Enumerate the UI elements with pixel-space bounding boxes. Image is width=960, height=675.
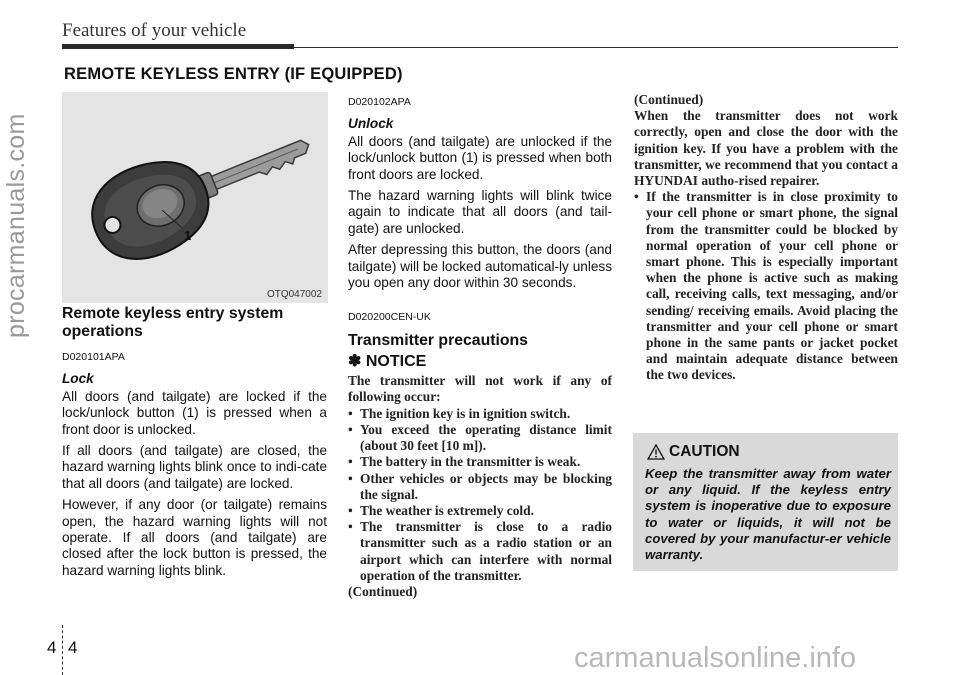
middle-column <box>348 94 612 600</box>
list-item: • The ignition key is in ignition switch. <box>348 406 612 422</box>
caution-box <box>633 433 898 571</box>
right-column <box>634 92 898 384</box>
caution-text: Keep the transmitter away from water or any liquid. If the keyless entry system is inoperative due to exposure to water or liquids, it will not be covered by your manufactur-er vehicle warranty. <box>645 466 891 563</box>
paragraph: The hazard warning lights will blink twice again to indicate that all doors (and tail-gate) are unlocked. <box>348 188 612 236</box>
figure-code: OTQ047002 <box>266 289 322 300</box>
heading-transmitter-precautions: Transmitter precautions <box>348 331 528 349</box>
list-item: • The battery in the transmitter is weak. <box>348 454 612 470</box>
notice-block <box>348 373 612 600</box>
list-item: • The weather is extremely cold. <box>348 503 612 519</box>
section-code: D020101APA <box>62 351 125 363</box>
heading-rke-operations: Remote keyless entry system operations <box>62 305 284 340</box>
continued-label: (Continued) <box>634 92 704 107</box>
section-title: REMOTE KEYLESS ENTRY (IF EQUIPPED) <box>64 65 403 83</box>
right-list <box>634 189 898 383</box>
header-rule <box>62 44 294 49</box>
header-title: Features of your vehicle <box>62 20 247 41</box>
subheading-lock: Lock <box>62 371 94 387</box>
notice-list <box>348 406 612 584</box>
list-item: • The transmitter is close to a radio transmitter such as a radio station or an airport which can interfere with normal operation of the transmitter. <box>348 519 612 584</box>
key-illustration <box>62 92 328 303</box>
page-number: 4 <box>68 638 78 657</box>
page-number-section: 4 <box>47 638 57 657</box>
paragraph: All doors (and tailgate) are unlocked if the lock/unlock button (1) is pressed when both front doors are locked. <box>348 133 612 182</box>
list-item: • If the transmitter is in close proximity to your cell phone or smart phone, the signal from the transmitter could be blocked by normal operation of your cell phone or smart phone. This is especially important when the phone is active such as making call, receiving calls, text messaging, and/or sending/ receiving emails. Avoid placing the transmitter and your cell phone or smart phone in the same pants or jacket pocket and maintain adequate distance between the two devices. <box>634 189 898 383</box>
paragraph: When the transmitter does not work correctly, open and close the door with the ignition key. If you have a problem with the transmitter, we recommend that you contact a HYUNDAI autho-rised repairer. <box>634 108 898 189</box>
section-code: D020200CEN-UK <box>348 311 431 324</box>
continued-label: (Continued) <box>348 583 418 599</box>
list-item: • You exceed the operating distance limit (about 30 feet [10 m]). <box>348 422 612 454</box>
section-code: D020102APA <box>348 96 411 108</box>
footer-watermark: carmanualsonline.info <box>574 642 857 674</box>
footer-divider <box>62 625 63 675</box>
paragraph: All doors (and tailgate) are locked if the lock/unlock button (1) is pressed when a front door is unlocked. <box>62 388 327 437</box>
caution-title: CAUTION <box>669 443 740 460</box>
callout-number: 1 <box>184 228 192 243</box>
side-watermark: procarmanuals.com <box>2 113 30 338</box>
left-column <box>62 305 327 584</box>
warning-triangle-icon <box>647 444 665 460</box>
paragraph: If all doors (and tailgate) are closed, the hazard warning lights blink once to indi-cate that all doors (and tailgate) are locked. <box>62 443 327 491</box>
paragraph: However, if any door (or tailgate) remains open, the hazard warning lights will not operate. If all doors (and tailgate) are closed after the lock button is pressed, the hazard warning lights blink. <box>62 497 327 578</box>
paragraph: After depressing this button, the doors (and tailgate) will be locked automatical-ly unless you open any door within 30 seconds. <box>348 242 612 291</box>
notice-label: ✽ NOTICE <box>348 352 427 370</box>
notice-intro: The transmitter will not work if any of following occur: <box>348 373 612 405</box>
list-item: • Other vehicles or objects may be blocking the signal. <box>348 471 612 503</box>
header-rule-thin <box>294 47 898 48</box>
key-figure <box>62 92 328 303</box>
subheading-unlock: Unlock <box>348 116 394 132</box>
